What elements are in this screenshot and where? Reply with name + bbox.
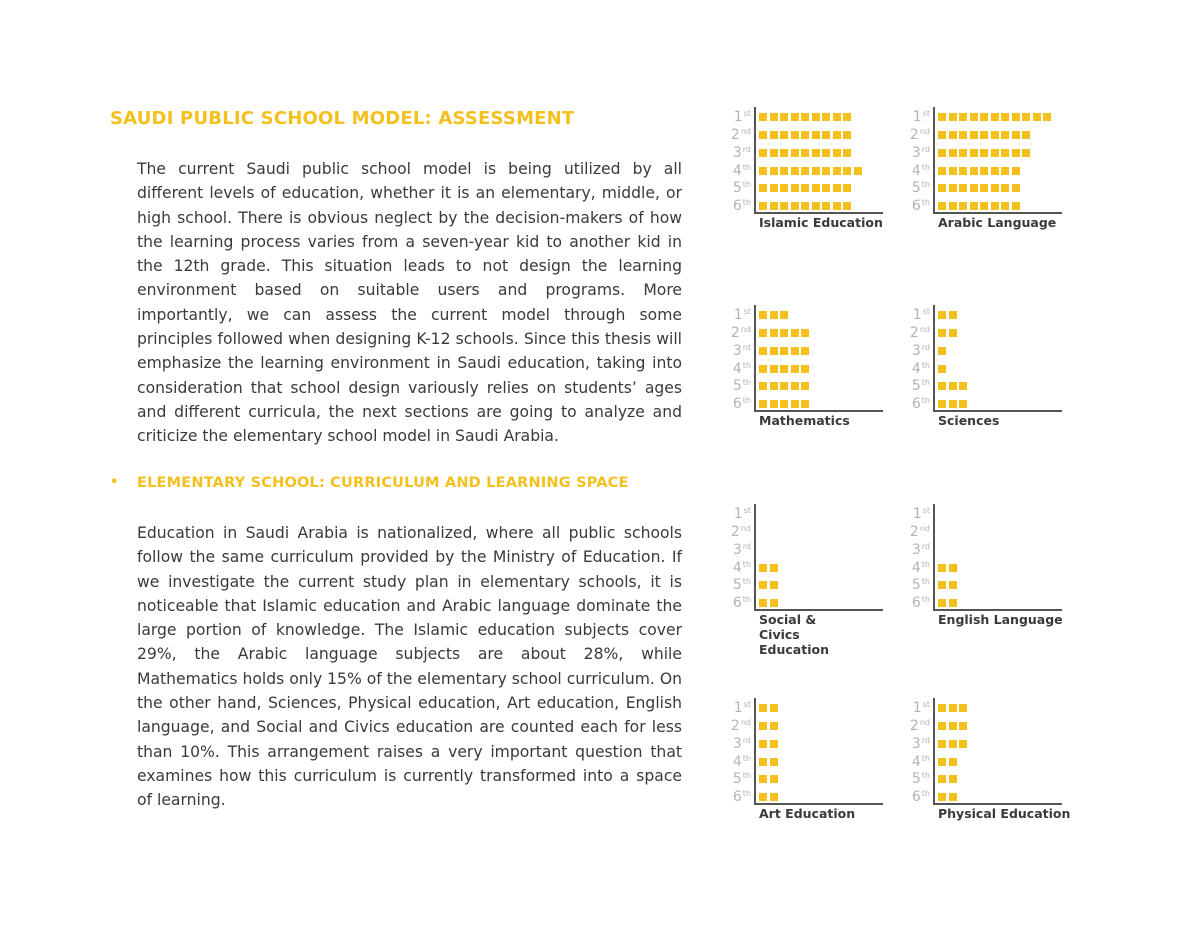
- unit-square: [780, 382, 788, 390]
- unit-square: [1012, 149, 1020, 157]
- unit-square: [1001, 202, 1009, 210]
- unit-square: [791, 167, 799, 175]
- unit-square: [770, 758, 778, 766]
- chart-physical-education: [906, 700, 1076, 840]
- unit-square: [1022, 113, 1030, 121]
- grade-label: 3rd: [732, 145, 751, 161]
- unit-square: [770, 347, 778, 355]
- unit-square: [949, 329, 957, 337]
- unit-square: [822, 113, 830, 121]
- unit-square: [949, 704, 957, 712]
- unit-square: [1043, 113, 1051, 121]
- chart-title: English Language: [938, 612, 1063, 627]
- unit-square: [980, 202, 988, 210]
- unit-square: [833, 149, 841, 157]
- unit-square: [791, 329, 799, 337]
- unit-square: [843, 167, 851, 175]
- unit-square: [759, 775, 767, 783]
- unit-square: [949, 149, 957, 157]
- unit-square: [791, 382, 799, 390]
- unit-square: [780, 311, 788, 319]
- unit-square: [780, 365, 788, 373]
- grade-label: 2nd: [730, 718, 751, 734]
- unit-square: [959, 113, 967, 121]
- unit-square: [938, 793, 946, 801]
- unit-square: [959, 167, 967, 175]
- unit-square: [759, 202, 767, 210]
- grade-label: 5th: [732, 577, 751, 593]
- unit-square: [1001, 131, 1009, 139]
- unit-square: [949, 400, 957, 408]
- unit-square: [801, 329, 809, 337]
- unit-square: [780, 400, 788, 408]
- grade-label: 5th: [732, 771, 751, 787]
- grade-label: 4th: [732, 754, 751, 770]
- unit-square: [770, 311, 778, 319]
- unit-square: [801, 149, 809, 157]
- chart-social-civics-education: [727, 506, 897, 657]
- unit-square: [1033, 113, 1041, 121]
- unit-square: [770, 400, 778, 408]
- unit-square: [780, 347, 788, 355]
- grade-label: 2nd: [909, 127, 930, 143]
- unit-square: [1012, 113, 1020, 121]
- grade-label: 6th: [911, 396, 930, 412]
- unit-square: [959, 722, 967, 730]
- unit-square: [791, 400, 799, 408]
- y-axis-line: [933, 305, 935, 411]
- unit-square: [843, 184, 851, 192]
- unit-square: [970, 131, 978, 139]
- paragraph-curriculum: Education in Saudi Arabia is nationalized, where all public schools follow the same curriculum provided by the Ministry of Education. If we investigate the current study plan in elementary schools, it is noticeable that Islamic education and Arabic language dominate the large portion of knowledge. The Islamic education subjects cover 29%, the Arabic language subjects are about 28%, while Mathematics holds only 15% of the elementary school curriculum. On the other hand, Sciences, Physical education, Art education, English language, and Social and Civics education are counted each for less than 10%. This arrangement raises a very important question that examines how this curriculum is currently transformed into a space of learning.: [137, 524, 682, 810]
- unit-square: [759, 365, 767, 373]
- unit-square: [759, 184, 767, 192]
- unit-square: [938, 149, 946, 157]
- unit-square: [1022, 131, 1030, 139]
- unit-square: [949, 722, 957, 730]
- unit-square: [791, 184, 799, 192]
- unit-square: [970, 149, 978, 157]
- chart-islamic-education: [727, 109, 897, 249]
- unit-square: [759, 564, 767, 572]
- grade-label: 6th: [732, 198, 751, 214]
- unit-square: [833, 113, 841, 121]
- unit-square: [770, 704, 778, 712]
- unit-square: [759, 400, 767, 408]
- y-axis-line: [754, 107, 756, 213]
- unit-square: [1012, 184, 1020, 192]
- unit-square: [938, 704, 946, 712]
- unit-square: [938, 365, 946, 373]
- grade-label: 2nd: [909, 325, 930, 341]
- unit-square: [759, 382, 767, 390]
- unit-square: [949, 311, 957, 319]
- unit-square: [938, 758, 946, 766]
- unit-square: [780, 167, 788, 175]
- unit-square: [801, 365, 809, 373]
- chart-sciences: [906, 307, 1076, 447]
- grade-label: 1st: [912, 109, 930, 125]
- unit-square: [938, 581, 946, 589]
- unit-square: [949, 599, 957, 607]
- grade-label: 5th: [732, 378, 751, 394]
- grade-label: 1st: [912, 307, 930, 323]
- unit-square: [759, 758, 767, 766]
- chart-english-language: [906, 506, 1076, 646]
- unit-square: [1001, 167, 1009, 175]
- unit-square: [759, 149, 767, 157]
- unit-square: [959, 382, 967, 390]
- unit-square: [938, 184, 946, 192]
- unit-square: [770, 793, 778, 801]
- unit-square: [938, 599, 946, 607]
- chart-title: Sciences: [938, 413, 1000, 428]
- unit-square: [949, 382, 957, 390]
- chart-title: Physical Education: [938, 806, 1071, 821]
- unit-square: [938, 329, 946, 337]
- unit-square: [822, 202, 830, 210]
- unit-square: [833, 131, 841, 139]
- grade-label: 1st: [912, 506, 930, 522]
- unit-square: [801, 347, 809, 355]
- grade-label: 2nd: [730, 524, 751, 540]
- unit-square: [770, 564, 778, 572]
- unit-square: [959, 400, 967, 408]
- unit-square: [949, 793, 957, 801]
- unit-square: [822, 184, 830, 192]
- grade-label: 1st: [733, 109, 751, 125]
- unit-square: [759, 704, 767, 712]
- unit-square: [949, 740, 957, 748]
- unit-square: [959, 184, 967, 192]
- grade-label: 6th: [911, 595, 930, 611]
- unit-square: [949, 113, 957, 121]
- unit-square: [959, 202, 967, 210]
- grade-label: 2nd: [730, 325, 751, 341]
- x-axis-line: [933, 212, 1062, 214]
- unit-square: [770, 329, 778, 337]
- unit-square: [759, 311, 767, 319]
- unit-square: [959, 131, 967, 139]
- unit-square: [770, 775, 778, 783]
- unit-square: [770, 149, 778, 157]
- unit-square: [949, 202, 957, 210]
- grade-label: 5th: [911, 577, 930, 593]
- unit-square: [991, 167, 999, 175]
- unit-square: [970, 167, 978, 175]
- chart-arabic-language: [906, 109, 1076, 249]
- unit-square: [949, 167, 957, 175]
- unit-square: [938, 202, 946, 210]
- grade-label: 4th: [732, 163, 751, 179]
- unit-square: [843, 149, 851, 157]
- unit-square: [938, 311, 946, 319]
- unit-square: [1001, 184, 1009, 192]
- unit-square: [770, 581, 778, 589]
- unit-square: [833, 167, 841, 175]
- unit-square: [770, 365, 778, 373]
- grade-label: 2nd: [730, 127, 751, 143]
- subsection-heading: ELEMENTARY SCHOOL: CURRICULUM AND LEARNING SPACE: [137, 475, 629, 491]
- unit-square: [801, 184, 809, 192]
- unit-square: [812, 149, 820, 157]
- unit-square: [791, 131, 799, 139]
- unit-square: [980, 149, 988, 157]
- chart-title: Social & Civics Education: [759, 612, 829, 657]
- unit-square: [938, 347, 946, 355]
- grade-label: 4th: [911, 754, 930, 770]
- x-axis-line: [754, 803, 883, 805]
- unit-square: [843, 131, 851, 139]
- unit-square: [770, 113, 778, 121]
- unit-square: [1012, 202, 1020, 210]
- y-axis-line: [933, 698, 935, 804]
- unit-square: [791, 113, 799, 121]
- unit-square: [938, 740, 946, 748]
- unit-square: [833, 202, 841, 210]
- grade-label: 4th: [732, 560, 751, 576]
- unit-square: [938, 722, 946, 730]
- unit-square: [938, 131, 946, 139]
- unit-square: [949, 131, 957, 139]
- section-heading: SAUDI PUBLIC SCHOOL MODEL: ASSESSMENT: [110, 108, 575, 129]
- grade-label: 1st: [733, 307, 751, 323]
- y-axis-line: [754, 305, 756, 411]
- unit-square: [812, 113, 820, 121]
- unit-square: [843, 202, 851, 210]
- y-axis-line: [933, 107, 935, 213]
- grade-label: 6th: [911, 198, 930, 214]
- unit-square: [938, 113, 946, 121]
- unit-square: [780, 131, 788, 139]
- unit-square: [801, 131, 809, 139]
- unit-square: [780, 149, 788, 157]
- grade-label: 3rd: [911, 145, 930, 161]
- unit-square: [938, 382, 946, 390]
- unit-square: [938, 775, 946, 783]
- unit-square: [812, 167, 820, 175]
- unit-square: [812, 202, 820, 210]
- unit-square: [1001, 113, 1009, 121]
- grade-label: 2nd: [909, 524, 930, 540]
- chart-title: Mathematics: [759, 413, 850, 428]
- x-axis-line: [933, 803, 1062, 805]
- unit-square: [791, 202, 799, 210]
- unit-square: [949, 758, 957, 766]
- unit-square: [770, 722, 778, 730]
- grade-label: 3rd: [732, 343, 751, 359]
- unit-square: [759, 581, 767, 589]
- unit-square: [759, 329, 767, 337]
- paragraph-assessment: The current Saudi public school model is being utilized by all different levels of education, whether it is an elementary, middle, or high school. There is obvious neglect by the decision-makers of how the learning process varies from a seven-year kid to another kid in the 12th grade. This situation leads to not design the learning environment based on suitable users and programs. More importantly, we can assess the current model through some principles followed when designing K-12 schools. Since this thesis will emphasize the learning environment in Saudi education, taking into consideration that school design variously relies on students’ ages and different curricula, the next sections are going to analyze and criticize the elementary school model in Saudi Arabia.: [137, 160, 682, 446]
- grade-label: 6th: [732, 789, 751, 805]
- unit-square: [770, 740, 778, 748]
- unit-square: [854, 167, 862, 175]
- unit-square: [938, 167, 946, 175]
- unit-square: [991, 113, 999, 121]
- unit-square: [770, 184, 778, 192]
- chart-mathematics: [727, 307, 897, 447]
- unit-square: [970, 113, 978, 121]
- unit-square: [759, 793, 767, 801]
- unit-square: [949, 184, 957, 192]
- unit-square: [970, 184, 978, 192]
- grade-label: 3rd: [911, 542, 930, 558]
- unit-square: [1012, 131, 1020, 139]
- unit-square: [759, 599, 767, 607]
- x-axis-line: [933, 410, 1062, 412]
- unit-square: [791, 365, 799, 373]
- x-axis-line: [933, 609, 1062, 611]
- grade-label: 5th: [911, 180, 930, 196]
- unit-square: [801, 400, 809, 408]
- unit-square: [812, 131, 820, 139]
- grade-label: 3rd: [732, 736, 751, 752]
- grade-label: 6th: [911, 789, 930, 805]
- unit-square: [970, 202, 978, 210]
- unit-square: [770, 131, 778, 139]
- unit-square: [991, 184, 999, 192]
- grade-label: 3rd: [911, 736, 930, 752]
- x-axis-line: [754, 609, 883, 611]
- unit-square: [791, 347, 799, 355]
- bullet-marker: •: [110, 475, 119, 490]
- unit-square: [812, 184, 820, 192]
- y-axis-line: [754, 698, 756, 804]
- x-axis-line: [754, 212, 883, 214]
- unit-square: [780, 113, 788, 121]
- unit-square: [938, 400, 946, 408]
- unit-square: [991, 131, 999, 139]
- unit-square: [949, 564, 957, 572]
- grade-label: 5th: [911, 771, 930, 787]
- unit-square: [770, 167, 778, 175]
- y-axis-line: [754, 504, 756, 610]
- unit-square: [791, 149, 799, 157]
- unit-square: [959, 149, 967, 157]
- unit-square: [759, 113, 767, 121]
- unit-square: [843, 113, 851, 121]
- unit-square: [801, 167, 809, 175]
- grade-label: 6th: [732, 396, 751, 412]
- unit-square: [770, 382, 778, 390]
- unit-square: [949, 775, 957, 783]
- grade-label: 1st: [733, 506, 751, 522]
- unit-square: [780, 202, 788, 210]
- unit-square: [938, 564, 946, 572]
- chart-title: Islamic Education: [759, 215, 883, 230]
- unit-square: [959, 740, 967, 748]
- grade-label: 5th: [732, 180, 751, 196]
- unit-square: [801, 202, 809, 210]
- unit-square: [759, 740, 767, 748]
- unit-square: [759, 347, 767, 355]
- grade-label: 1st: [733, 700, 751, 716]
- unit-square: [1012, 167, 1020, 175]
- unit-square: [759, 167, 767, 175]
- grade-label: 2nd: [909, 718, 930, 734]
- grade-label: 6th: [732, 595, 751, 611]
- unit-square: [991, 149, 999, 157]
- grade-label: 3rd: [732, 542, 751, 558]
- unit-square: [780, 184, 788, 192]
- unit-square: [822, 167, 830, 175]
- unit-square: [959, 704, 967, 712]
- unit-square: [822, 149, 830, 157]
- grade-label: 1st: [912, 700, 930, 716]
- unit-square: [1022, 149, 1030, 157]
- grade-label: 3rd: [911, 343, 930, 359]
- grade-label: 4th: [911, 361, 930, 377]
- x-axis-line: [754, 410, 883, 412]
- unit-square: [801, 113, 809, 121]
- unit-square: [759, 131, 767, 139]
- unit-square: [980, 184, 988, 192]
- unit-square: [801, 382, 809, 390]
- grade-label: 4th: [911, 560, 930, 576]
- chart-art-education: [727, 700, 897, 840]
- unit-square: [949, 581, 957, 589]
- unit-square: [759, 722, 767, 730]
- unit-square: [1001, 149, 1009, 157]
- unit-square: [780, 329, 788, 337]
- grade-label: 4th: [911, 163, 930, 179]
- unit-square: [980, 113, 988, 121]
- chart-title: Arabic Language: [938, 215, 1057, 230]
- unit-square: [822, 131, 830, 139]
- grade-label: 5th: [911, 378, 930, 394]
- grade-label: 4th: [732, 361, 751, 377]
- unit-square: [980, 131, 988, 139]
- unit-square: [991, 202, 999, 210]
- y-axis-line: [933, 504, 935, 610]
- unit-square: [980, 167, 988, 175]
- unit-square: [770, 202, 778, 210]
- unit-square: [770, 599, 778, 607]
- chart-title: Art Education: [759, 806, 856, 821]
- unit-square: [833, 184, 841, 192]
